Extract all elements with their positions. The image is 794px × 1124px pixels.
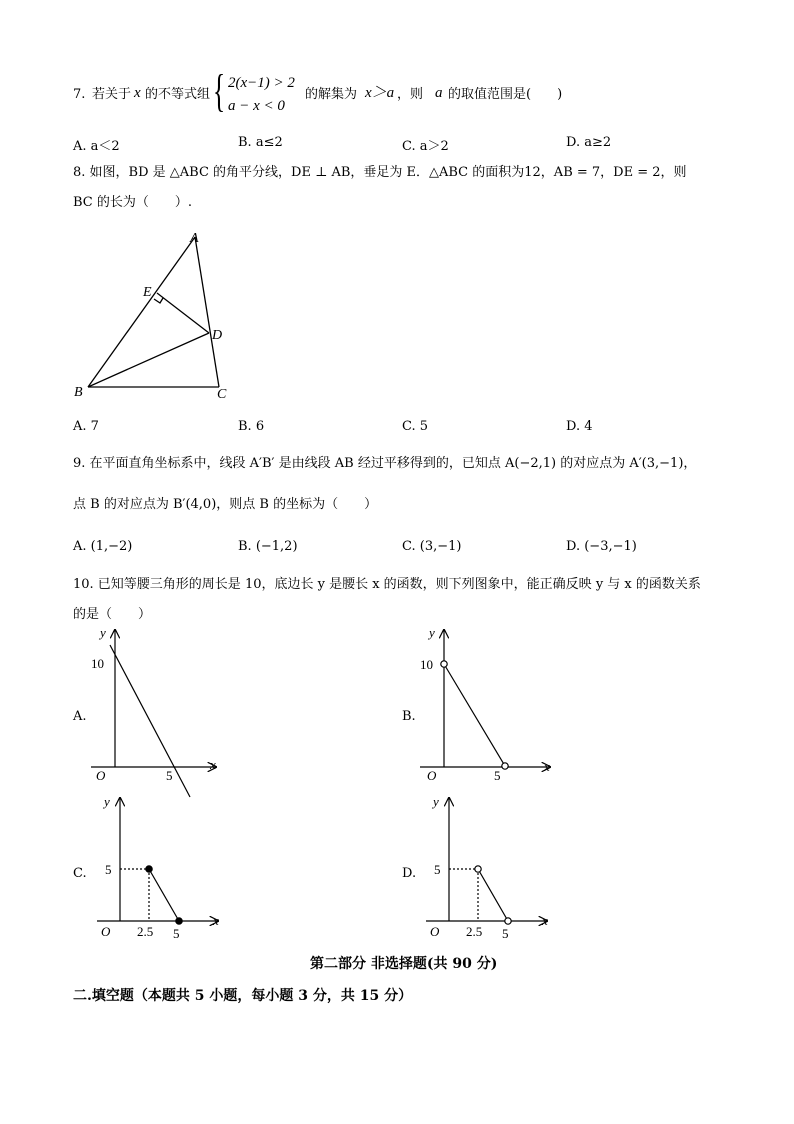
q8-triangle-figure <box>70 225 240 405</box>
q7-option-d: D. a≥2 <box>566 135 612 150</box>
q10-b-five-label: 5 <box>494 768 501 783</box>
q8-label-a: A <box>190 231 199 246</box>
q10-a-ten-label: 10 <box>91 656 104 671</box>
q9-option-d: D. (−3,−1) <box>566 539 637 554</box>
q8-label-c: C <box>217 387 227 402</box>
q8-label-e: E <box>143 285 152 300</box>
q10-option-c-letter: C. <box>73 866 87 881</box>
q7-intro: 若关于 <box>92 87 132 102</box>
q10-c-y-label: y <box>104 794 110 809</box>
q10-option-a-letter: A. <box>73 709 87 724</box>
q10-d-x-label: x <box>542 913 548 928</box>
q8-label-d: D <box>212 328 223 343</box>
q9-option-a: A. (1,−2) <box>73 539 133 554</box>
q10-option-b-letter: B. <box>402 709 416 724</box>
q10-b-x-label: x <box>544 759 550 774</box>
q9-line-1: 9. 在平面直角坐标系中，线段 A′B′ 是由线段 AB 经过平移得到的，已知点 A(−2,1) 的对应点为 A′(3,−1)， <box>73 456 697 471</box>
q7-var-x: x <box>134 85 141 101</box>
q10-b-ten-label: 10 <box>420 657 433 672</box>
q10-c-origin-label: O <box>101 924 111 939</box>
q8-label-b: B <box>74 385 83 400</box>
q8-option-b: B. 6 <box>238 419 265 434</box>
q7-tail-3: 的取值范围是( ) <box>448 87 563 102</box>
q10-a-origin-label: O <box>96 768 106 783</box>
q8-option-c: C. 5 <box>402 419 429 434</box>
q7-var-a: a <box>435 85 443 101</box>
q7-number: 7. <box>73 87 86 102</box>
q10-a-five-label: 5 <box>166 768 173 783</box>
q9-option-c: C. (3,−1) <box>402 539 462 554</box>
q7-system-line-2: a − x < 0 <box>228 98 285 114</box>
q7-option-b: B. a≤2 <box>238 135 283 150</box>
q10-b-origin-label: O <box>427 768 437 783</box>
q8-option-d: D. 4 <box>566 419 593 434</box>
q10-c-five-y-label: 5 <box>105 862 112 877</box>
q10-line-1: 10. 已知等腰三角形的周长是 10，底边长 y 是腰长 x 的函数，则下列图象中，能正确反映 y 与 x 的函数关系 <box>73 577 701 592</box>
q10-b-y-label: y <box>429 625 435 640</box>
q10-graph-b <box>417 625 557 785</box>
q10-d-five-y-label: 5 <box>434 862 441 877</box>
q9-option-b: B. (−1,2) <box>238 539 298 554</box>
q10-graph-a <box>88 625 228 805</box>
q10-line-2: 的是（ ） <box>73 607 152 622</box>
q10-c-five-x-label: 5 <box>173 926 180 941</box>
section-2-title: 第二部分 非选择题(共 90 分) <box>310 956 498 972</box>
q10-d-origin-label: O <box>430 924 440 939</box>
q10-d-y-label: y <box>433 794 439 809</box>
q7-condition: x＞a <box>365 85 395 101</box>
q7-brace: { <box>213 65 226 116</box>
q10-graph-c <box>94 793 234 945</box>
q10-a-x-label: x <box>210 757 216 772</box>
q10-d-five-x-label: 5 <box>502 926 509 941</box>
q8-line-2: BC 的长为（ ）. <box>73 195 193 210</box>
q10-graph-d <box>423 793 563 945</box>
q8-line-1: 8. 如图，BD 是 △ABC 的角平分线，DE ⊥ AB，垂足为 E．△ABC 的面积为12，AB = 7，DE = 2，则 <box>73 165 687 180</box>
q8-option-a: A. 7 <box>73 419 99 434</box>
q9-line-2: 点 B 的对应点为 B′(4,0)，则点 B 的坐标为（ ） <box>73 497 378 512</box>
section-2-subtitle: 二.填空题（本题共 5 小题，每小题 3 分，共 15 分） <box>73 988 413 1004</box>
q7-system-line-1: 2(x−1) > 2 <box>228 75 295 91</box>
q7-tail-1: 的解集为 <box>305 87 358 102</box>
q10-c-x-label: x <box>213 913 219 928</box>
q10-d-twofive-label: 2.5 <box>466 924 483 939</box>
q10-a-y-label: y <box>100 625 106 640</box>
q10-option-d-letter: D. <box>402 866 417 881</box>
q7-option-a: A. a＜2 <box>73 139 120 154</box>
q7-tail-2: ，则 <box>397 87 424 102</box>
q7-mid: 的不等式组 <box>145 87 211 102</box>
q7-option-c: C. a＞2 <box>402 139 449 154</box>
q10-c-twofive-label: 2.5 <box>137 924 154 939</box>
